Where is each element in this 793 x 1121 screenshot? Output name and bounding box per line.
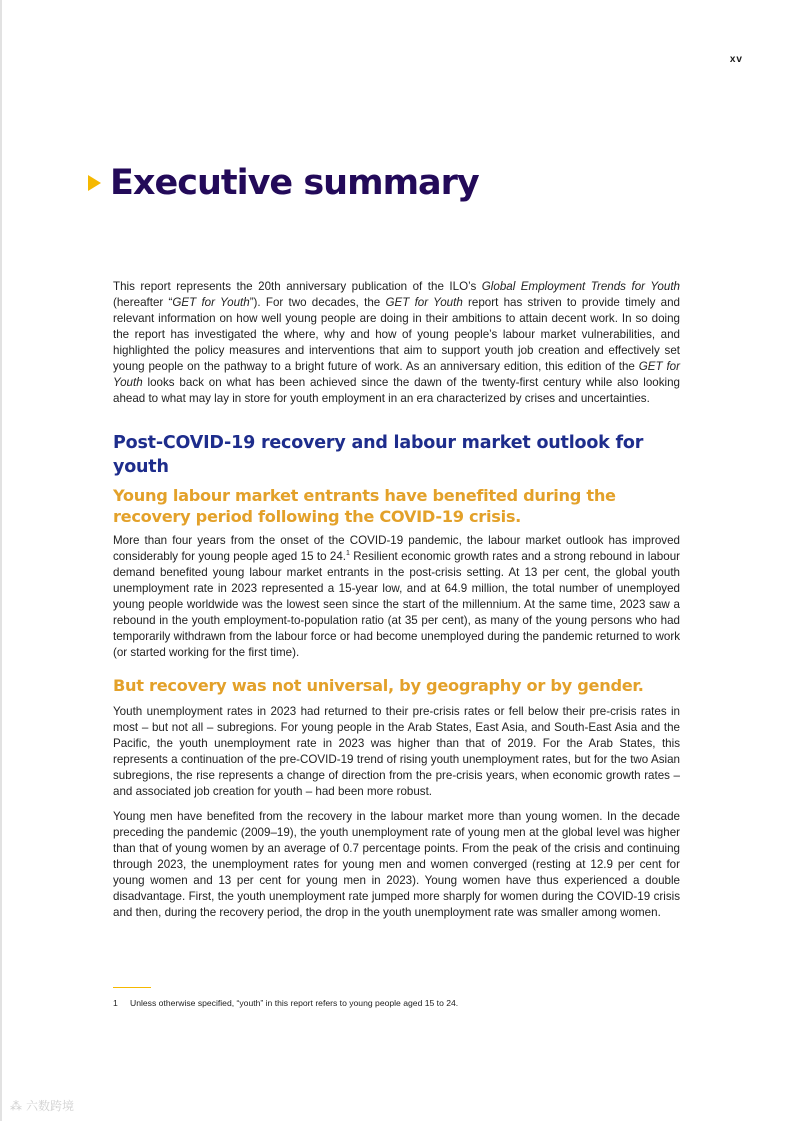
watermark bbox=[10, 1097, 74, 1114]
intro-italic-title: GET for Youth bbox=[172, 296, 250, 309]
main-content bbox=[113, 279, 680, 930]
intro-text: (hereafter “ bbox=[113, 296, 173, 309]
section-heading: Post-COVID-19 recovery and labour market outlook for youth bbox=[113, 433, 644, 477]
footnote-number: 1 bbox=[113, 998, 118, 1008]
body-paragraph bbox=[113, 533, 680, 661]
subheading-recovery: Young labour market entrants have benefited during the recovery period following the COVID-19 crisis. bbox=[113, 486, 616, 526]
body-text: Resilient economic growth rates and a strong rebound in labour demand benefited young labour market entrants in the post-crisis setting. At 13 per cent, the global youth unemployment rate in 2023 represented a 15-year low, and at 64.9 million, the total number of unemployed young people worldwide was the lowest seen since the start of the millennium. At the same time, 2023 saw a rebound in the youth employment-to-population ratio (at 35 per cent), as many of the young persons who had temporarily withdrawn from the labour force or had become unemployed during the pandemic returned to work (or started working for the first time). bbox=[113, 550, 681, 659]
subheading-not-universal: But recovery was not universal, by geography or by gender. bbox=[113, 676, 644, 695]
body-paragraph: Youth unemployment rates in 2023 had returned to their pre-crisis rates or fell below their pre-crisis rates in most – but not all – subregions. For young people in the Arab States, East Asia, and South-East Asia and the Pacific, the youth unemployment rate in 2023 was higher than that of 2019. For the Arab States, this represents a continuation of the pre-COVID-19 trend of rising youth unemployment rates, but for the two Asian subregions, the rise represents a change of direction from the pre-crisis years, when economic growth rates – and associated job creation for youth – had been more robust. bbox=[113, 705, 680, 798]
title-block bbox=[88, 163, 479, 203]
intro-text: This report represents the 20th anniversary publication of the ILO’s bbox=[113, 280, 482, 293]
triangle-bullet-icon bbox=[88, 175, 101, 191]
kuai-logo-icon: ⁂ bbox=[10, 1098, 22, 1113]
body-text: More than four years from the onset of the COVID-19 pandemic, the labour market outlook has improved considerably for young people aged 15 to 24. bbox=[113, 534, 680, 563]
intro-text: report has striven to provide timely and relevant information on how well young people are doing in their ambitions to attain decent work. In so doing the report has investigated the where, why and how of young people’s labour market vulnerabilities, and highlighted the policy measures and interventions that aim to support youth job creation and effectively set young people on the pathway to a bright future of work. As an anniversary edition, this edition of the bbox=[113, 296, 680, 373]
intro-italic-title: GET for Youth bbox=[385, 296, 463, 309]
page-title: Executive summary bbox=[110, 163, 479, 203]
body-paragraph: Young men have benefited from the recovery in the labour market more than young women. In the decade preceding the pandemic (2009–19), the youth unemployment rate of young men at the global level was higher than that of young women by an average of 0.7 percentage points. From the peak of the crisis and continuing through 2023, the unemployment rates for young men and women converged (resting at 12.9 per cent for young women and 13 per cent for young men in 2023). Young women have thus experienced a double disadvantage. First, the youth unemployment rate jumped more sharply for women during the COVID-19 crisis and then, during the recovery period, the drop in the youth unemployment rate was smaller among women. bbox=[113, 810, 680, 919]
watermark-text: 六数跨境 bbox=[26, 1099, 75, 1113]
intro-italic-title: GET for Youth bbox=[113, 360, 680, 389]
footnote-text: Unless otherwise specified, “youth” in this report refers to young people aged 15 to 24. bbox=[130, 998, 459, 1008]
intro-text: ”). For two decades, the bbox=[249, 296, 386, 309]
footnote-reference[interactable]: 1 bbox=[346, 550, 350, 558]
footnote-divider bbox=[113, 987, 151, 988]
intro-italic-title: Global Employment Trends for Youth bbox=[481, 280, 680, 293]
intro-paragraph bbox=[113, 279, 680, 407]
page-number: xv bbox=[729, 54, 743, 65]
intro-text: looks back on what has been achieved since the dawn of the twenty-first century while also looking ahead to what may lay in store for youth employment in an era characterized by crises and uncertainties. bbox=[113, 376, 680, 405]
page-edge-rule bbox=[0, 0, 2, 1121]
footnote bbox=[113, 998, 458, 1008]
